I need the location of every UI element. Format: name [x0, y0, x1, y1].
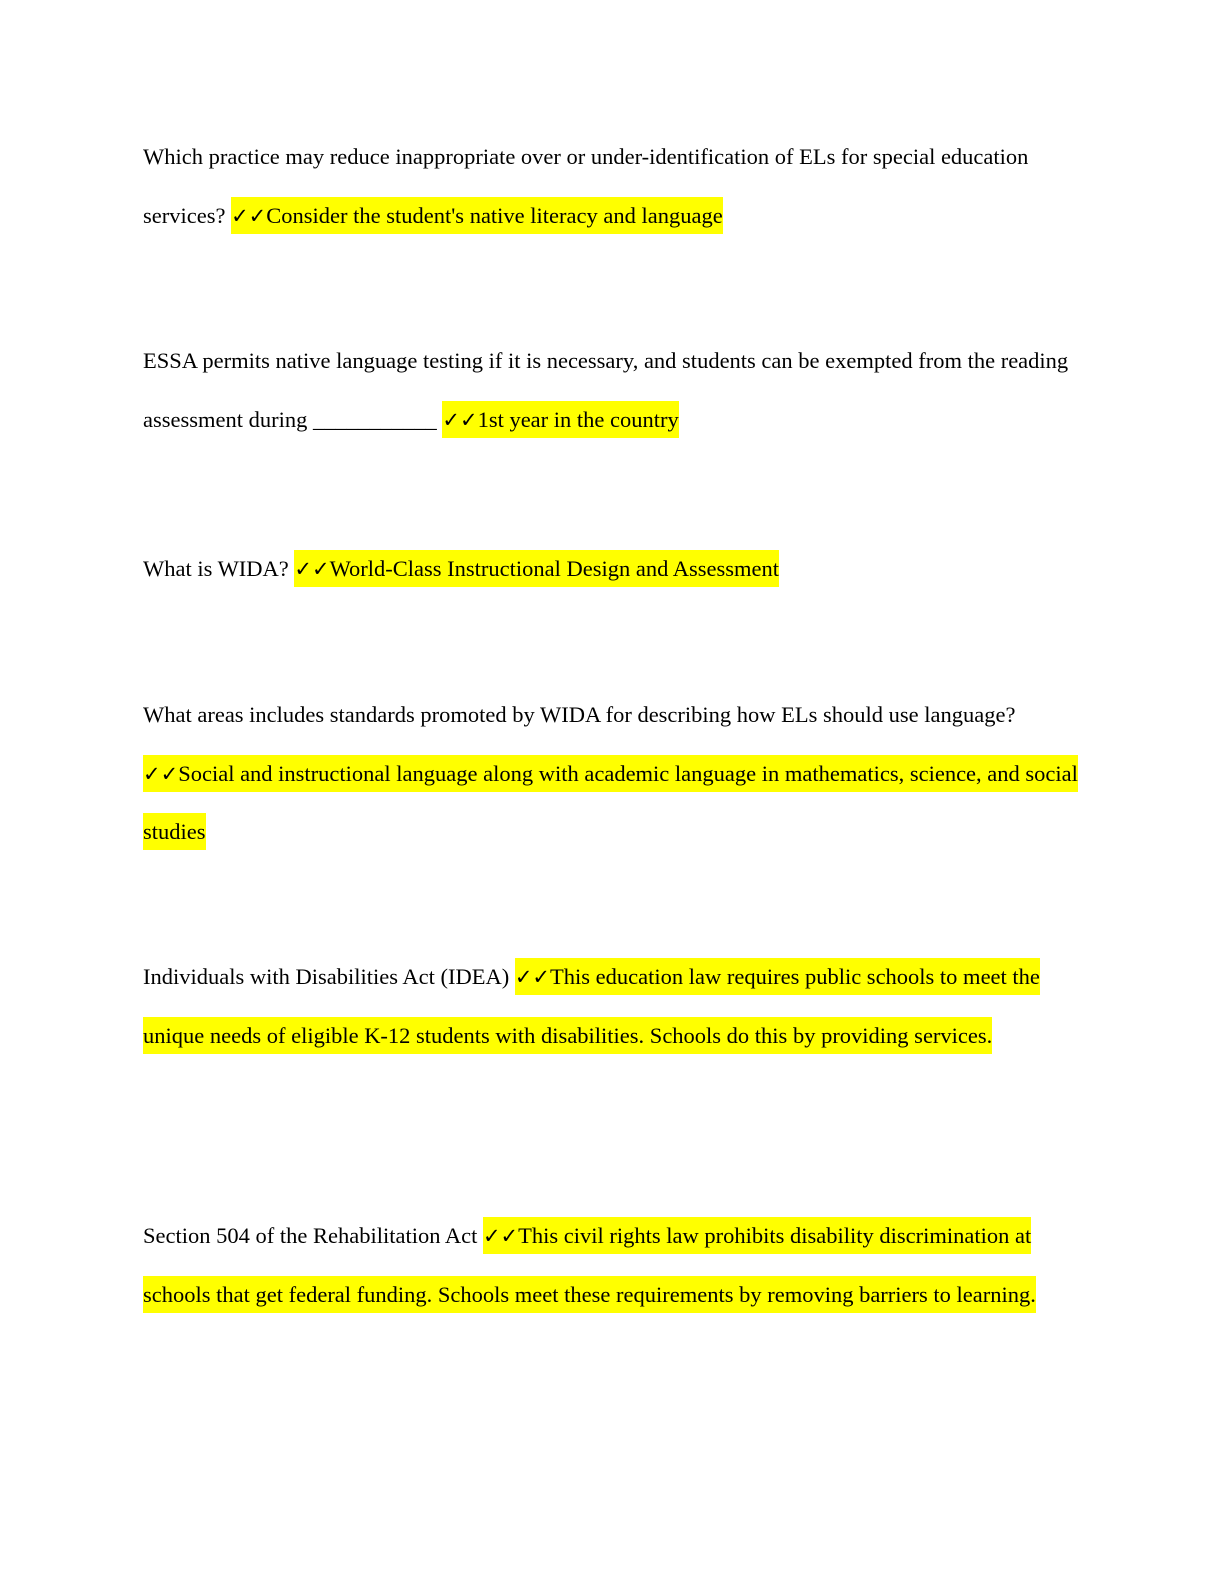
answer-text: This education law requires public schools to meet the unique needs of eligible K-12 students with disabilities. Schools do this by providing services.	[143, 964, 1040, 1048]
answer-text: Social and instructional language along with academic language in mathematics, science, and social studies	[143, 760, 1078, 844]
answer-highlight	[231, 197, 723, 234]
double-check-icon: ✓✓	[231, 203, 267, 228]
question-text: Section 504 of the Rehabilitation Act	[143, 1223, 478, 1248]
qa-item-3	[143, 540, 1083, 599]
double-check-icon: ✓✓	[482, 1224, 519, 1248]
qa-item-4	[143, 686, 1083, 862]
double-check-icon: ✓✓	[442, 407, 478, 432]
answer-highlight	[294, 550, 779, 587]
answer-text: World-Class Instructional Design and Assessment	[329, 556, 780, 581]
qa-item-2	[143, 332, 1083, 449]
question-text: What is WIDA?	[143, 556, 289, 581]
double-check-icon: ✓✓	[143, 761, 179, 786]
answer-highlight	[143, 755, 1078, 851]
answer-text: Consider the student's native literacy and language	[266, 202, 723, 228]
answer-text: This civil rights law prohibits disability discrimination at schools that get federal funding. Schools meet these requirements by removing barriers to learning.	[143, 1223, 1036, 1307]
answer-text: 1st year in the country	[477, 406, 679, 432]
answer-highlight	[442, 401, 678, 438]
qa-item-5	[143, 948, 1083, 1065]
double-check-icon: ✓✓	[294, 557, 330, 581]
question-text: What areas includes standards promoted by WIDA for describing how ELs should use language?	[143, 702, 1016, 727]
question-text: Which practice may reduce inappropriate over or under-identification of ELs for special education services?	[143, 144, 1029, 228]
question-text: Individuals with Disabilities Act (IDEA)	[143, 964, 510, 989]
qa-item-6	[143, 1207, 1083, 1324]
double-check-icon: ✓✓	[514, 965, 551, 989]
qa-item-1	[143, 128, 1083, 245]
question-text: ESSA permits native language testing if it is necessary, and students can be exempted from the reading assessment during ___________	[143, 348, 1069, 432]
